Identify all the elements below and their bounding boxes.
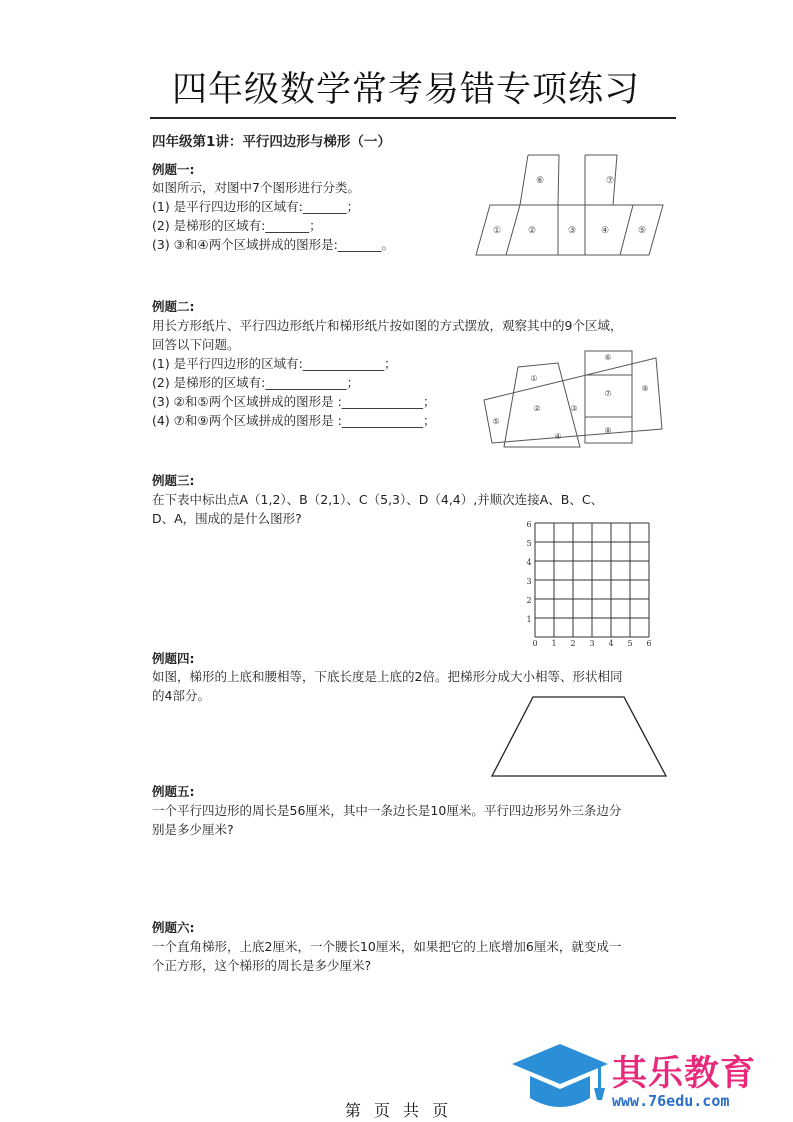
page-title: 四年级数学常考易错专项练习 — [172, 70, 641, 110]
ex3-x-tick-0: 0 — [532, 639, 538, 648]
ex2-label-6: ⑥ — [604, 353, 612, 362]
ex2-label-9: ⑨ — [641, 384, 649, 393]
ex3-x-tick-3: 3 — [589, 639, 595, 648]
ex2-figure — [478, 345, 668, 455]
ex3-y-tick-2: 2 — [526, 596, 532, 605]
ex4-line-2: 的4部分。 — [152, 688, 210, 703]
ex1-line-2: (1) 是平行四边形的区域有:_______； — [152, 199, 360, 214]
ex4-trapezoid — [488, 690, 673, 782]
graduation-cap-icon — [510, 1042, 610, 1116]
ex3-heading: 例题三: — [152, 473, 195, 488]
ex5-heading: 例题五: — [152, 784, 195, 799]
ex2-line-2: 回答以下问题。 — [152, 337, 240, 352]
ex6-line-2: 个正方形，这个梯形的周长是多少厘米? — [152, 958, 372, 973]
ex1-line-4: (3) ③和④两个区域拼成的图形是:_______。 — [152, 237, 395, 252]
ex6-text — [152, 937, 621, 975]
ex3-grid — [520, 518, 660, 650]
ex1-text — [152, 178, 394, 254]
ex3-y-tick-4: 4 — [526, 558, 532, 567]
ex2-label-7: ⑦ — [604, 389, 612, 398]
ex2-line-5: (3) ②和⑤两个区域拼成的图形是 :_____________； — [152, 394, 436, 409]
ex1-label-3: ③ — [567, 226, 577, 236]
ex5-line-2: 别是多少厘米? — [152, 822, 234, 837]
ex2-trapezoid — [504, 363, 580, 447]
ex3-y-tick-3: 3 — [526, 577, 532, 586]
ex4-line-1: 如图，梯形的上底和腰相等，下底长度是上底的2倍。把梯形分成大小相等、形状相同 — [152, 669, 623, 684]
ex5-text — [152, 801, 621, 839]
ex1-label-1: ① — [492, 226, 502, 236]
ex2-label-4: ④ — [554, 432, 562, 441]
ex4-heading: 例题四: — [152, 651, 195, 666]
ex2-label-3: ③ — [570, 404, 578, 413]
lesson-title: 四年级第1讲：平行四边形与梯形（一） — [152, 134, 391, 150]
ex1-figure — [470, 150, 680, 260]
ex3-y-tick-1: 1 — [526, 615, 532, 624]
ex2-line-1: 用长方形纸片、平行四边形纸片和梯形纸片按如图的方式摆放，观察其中的9个区域， — [152, 318, 623, 333]
ex2-line-3: (1) 是平行四边形的区域有:_____________； — [152, 356, 397, 371]
ex1-label-7: ⑦ — [605, 176, 615, 186]
ex2-line-4: (2) 是梯形的区域有:_____________； — [152, 375, 360, 390]
ex1-line-3: (2) 是梯形的区域有:_______； — [152, 218, 322, 233]
ex3-x-tick-5: 5 — [627, 639, 633, 648]
ex3-y-tick-5: 5 — [526, 539, 532, 548]
ex3-x-tick-6: 6 — [646, 639, 652, 648]
ex1-label-6: ⑥ — [535, 176, 545, 186]
ex6-heading: 例题六: — [152, 920, 195, 935]
ex1-label-2: ② — [527, 226, 537, 236]
ex2-label-8: ⑧ — [604, 426, 612, 435]
ex1-line-1: 如图所示，对图中7个图形进行分类。 — [152, 180, 360, 195]
ex2-label-2: ② — [533, 404, 541, 413]
ex2-label-5: ⑤ — [492, 417, 500, 426]
ex3-x-tick-4: 4 — [608, 639, 614, 648]
ex2-label-1: ① — [530, 374, 538, 383]
ex3-line-1: 在下表中标出点A（1,2）、B（2,1）、C（5,3）、D（4,4）,并顺次连接A、B、C、 — [152, 492, 604, 507]
ex2-parallelogram — [484, 358, 662, 443]
brand-url: www.76edu.com — [612, 1092, 730, 1110]
ex2-heading: 例题二: — [152, 299, 195, 314]
ex5-line-1: 一个平行四边形的周长是56厘米，其中一条边长是10厘米。平行四边形另外三条边分 — [152, 803, 622, 818]
page-footer: 第 页 共 页 — [344, 1101, 449, 1120]
ex3-x-tick-1: 1 — [551, 639, 557, 648]
ex3-y-tick-6: 6 — [526, 520, 532, 529]
ex1-label-5: ⑤ — [637, 226, 647, 236]
ex6-line-1: 一个直角梯形，上底2厘米，一个腰长10厘米，如果把它的上底增加6厘米，就变成一 — [152, 939, 622, 954]
ex2-line-6: (4) ⑦和⑨两个区域拼成的图形是 :_____________； — [152, 413, 436, 428]
ex1-heading: 例题一: — [152, 162, 195, 177]
ex3-x-tick-2: 2 — [570, 639, 576, 648]
ex1-label-4: ④ — [600, 226, 610, 236]
brand-logo-name: 其乐教育 — [612, 1054, 757, 1094]
title-rule — [150, 117, 676, 119]
ex3-line-2: D、A，围成的是什么图形? — [152, 511, 302, 526]
